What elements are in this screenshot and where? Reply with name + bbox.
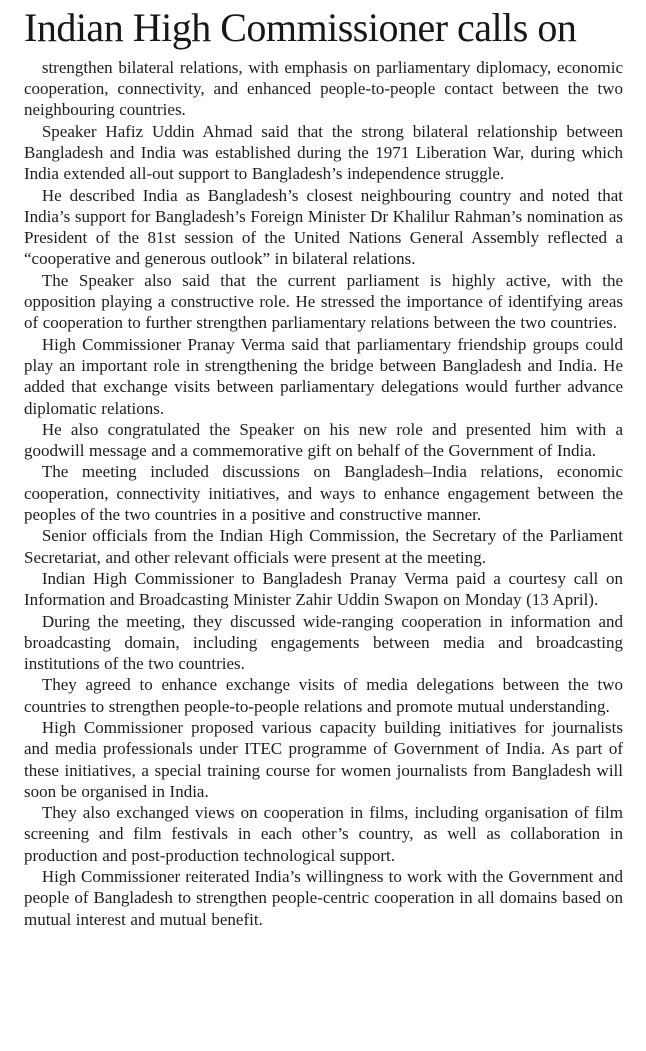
article-paragraph: The meeting included discussions on Bangladesh–India relations, economic cooperation, connectivity initiatives, and ways to enhance engagement between the peoples of the two countries in a positive and constructive manner. (24, 462, 623, 525)
article-paragraph: Indian High Commissioner to Bangladesh Pranay Verma paid a courtesy call on Information and Broadcasting Minister Zahir Uddin Swapon on Monday (13 April). (24, 568, 623, 610)
article-paragraph: High Commissioner Pranay Verma said that parliamentary friendship groups could play an important role in strengthening the bridge between Bangladesh and India. He added that exchange visits between parliamentary delegations would further advance diplomatic relations. (24, 334, 623, 418)
article-paragraph: Senior officials from the Indian High Commission, the Secretary of the Parliament Secretariat, and other relevant officials were present at the meeting. (24, 526, 623, 567)
article-paragraph: Speaker Hafiz Uddin Ahmad said that the strong bilateral relationship between Bangladesh and India was established during the 1971 Liberation War, during which India extended all-out support to Bangladesh’s independence struggle. (24, 121, 623, 184)
article-paragraph: strengthen bilateral relations, with emphasis on parliamentary diplomacy, economic cooperation, connectivity, and enhanced people-to-people contact between the two neighbouring countries. (24, 57, 623, 120)
article-paragraph: They also exchanged views on cooperation in films, including organisation of film screening and film festivals in each other’s country, as well as collaboration in production and post-production technological support. (24, 803, 623, 865)
article-paragraph: High Commissioner reiterated India’s willingness to work with the Government and people of Bangladesh to strengthen people-centric cooperation in all domains based on mutual interest and mutual benefit. (24, 867, 623, 929)
article-paragraph: He also congratulated the Speaker on his new role and presented him with a goodwill message and a commemorative gift on behalf of the Government of India. (24, 419, 623, 461)
article-paragraph: The Speaker also said that the current parliament is highly active, with the opposition playing a constructive role. He stressed the importance of identifying areas of cooperation to further strengthen parliamentary relations between the two countries. (24, 270, 623, 333)
article-paragraph: During the meeting, they discussed wide-ranging cooperation in information and broadcasting domain, including engagements between media and broadcasting institutions of the two countries. (24, 611, 623, 674)
article-body (24, 57, 623, 930)
article-paragraph: He described India as Bangladesh’s closest neighbouring country and noted that India’s support for Bangladesh’s Foreign Minister Dr Khalilur Rahman’s nomination as President of the 81st session of the United Nations General Assembly reflected a “cooperative and generous outlook” in bilateral relations. (24, 185, 623, 269)
article-paragraph: They agreed to enhance exchange visits of media delegations between the two countries to strengthen people-to-people relations and promote mutual understanding. (24, 675, 623, 716)
article-headline: Indian High Commissioner calls on (24, 5, 577, 50)
article-paragraph: High Commissioner proposed various capacity building initiatives for journalists and media professionals under ITEC programme of Government of India. As part of these initiatives, a special training course for women journalists from Bangladesh will soon be organised in India. (24, 718, 623, 801)
